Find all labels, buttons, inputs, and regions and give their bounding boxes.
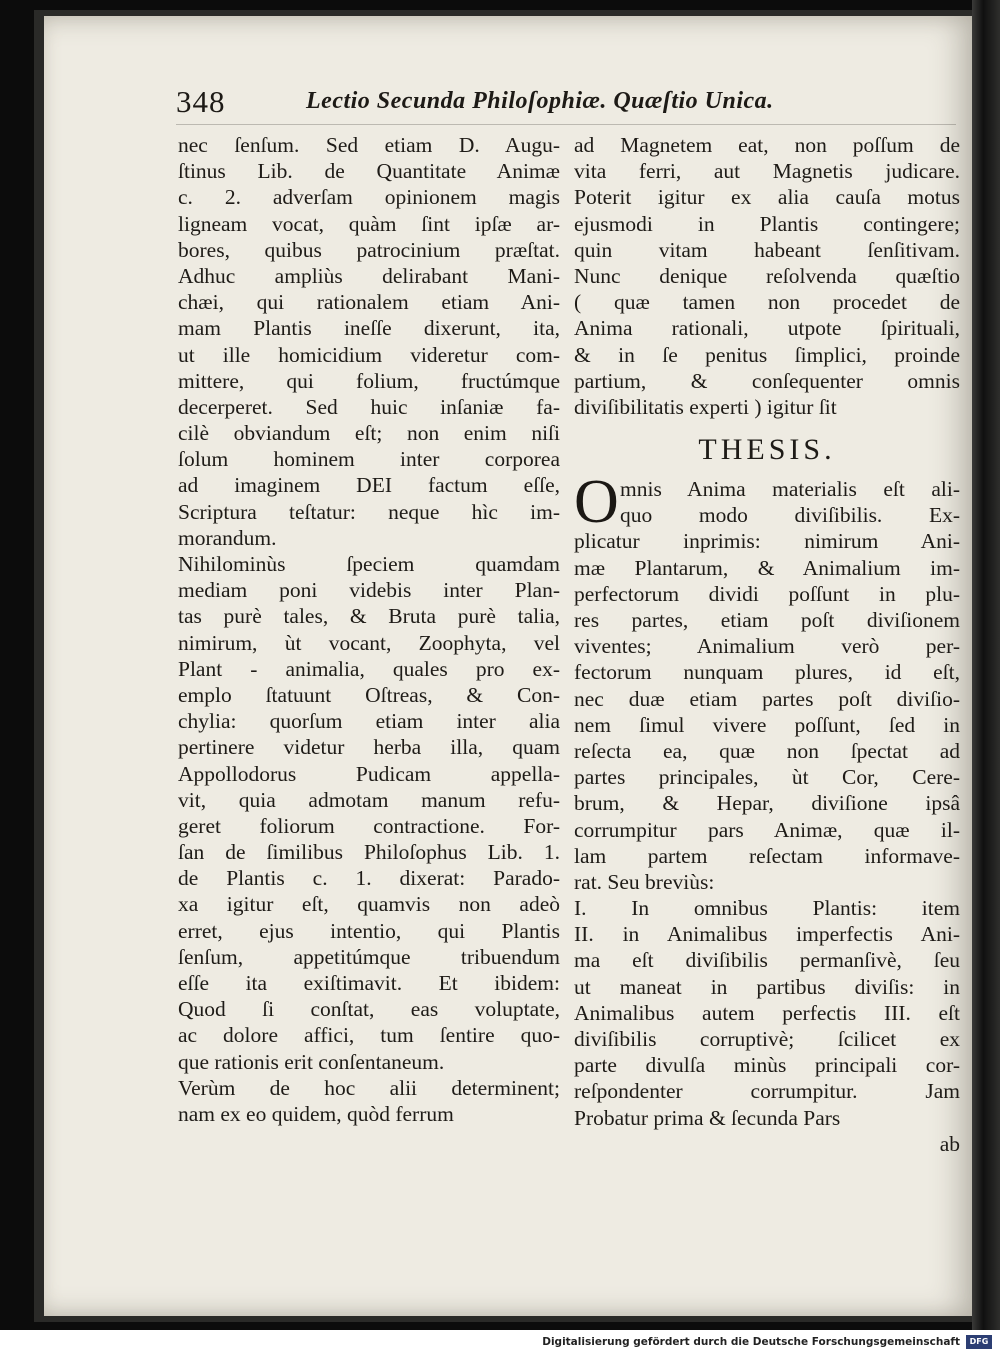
text-line: Nunc denique reſolvenda quæſtio	[574, 263, 960, 288]
text-line: bores, quibus patrocinium præſtat.	[178, 237, 560, 262]
text-line: c. 2. adverſam opinionem magis	[178, 185, 560, 210]
text-line: ma eſt diviſibilis permanſivè, ſeu	[574, 948, 960, 973]
text-line: I. In omnibus Plantis: item	[574, 896, 960, 921]
left-text-column	[178, 132, 560, 1127]
thesis-first-lines	[574, 468, 960, 537]
text-line: Animalibus autem perfectis III. eſt	[574, 1000, 960, 1025]
text-line: mæ Plantarum, & Animalium im-	[574, 555, 960, 580]
text-line: pertinere videtur herba illa, quam	[178, 735, 560, 760]
text-line: ejusmodi in Plantis contingere;	[574, 211, 960, 236]
text-line: ( quæ tamen non procedet de	[574, 290, 960, 315]
text-line: que rationis erit conſentaneum.	[178, 1049, 445, 1074]
text-line: ac dolore affici, tum ſentire quo-	[178, 1023, 560, 1048]
page-binding-edge	[972, 0, 1000, 1330]
drop-cap: O	[574, 468, 619, 537]
text-line: fectorum nunquam plures, id eſt,	[574, 660, 960, 685]
text-line: ad Magnetem eat, non poſſum de	[574, 133, 960, 157]
text-line: cilè obviandum eſt; non enim niſi	[178, 421, 560, 446]
text-line: quin vitam habeant ſenſitivam.	[574, 237, 960, 262]
text-line: II. in Animalibus imperfectis Ani-	[574, 922, 960, 947]
text-line: chylia: quorſum etiam inter alia	[178, 709, 560, 734]
header-rule	[176, 124, 956, 125]
text-line: Probatur prima & ſecunda Pars	[574, 1105, 841, 1130]
text-line: diviſibilitatis experti ) igitur ſit	[574, 394, 837, 419]
thesis-body	[574, 528, 960, 1130]
text-line: Plant - animalia, quales pro ex-	[178, 656, 560, 681]
text-line: reſecta ea, quæ non ſpectat ad	[574, 738, 960, 763]
text-line: ſan de ſimilibus Philoſophus Lib. 1.	[178, 840, 560, 865]
text-line: nam ex eo quidem, quòd ferrum	[178, 1101, 454, 1126]
thesis-opening	[574, 468, 960, 537]
text-line: Adhuc ampliùs delirabant Mani-	[178, 263, 560, 288]
catchword: ab	[939, 1131, 960, 1156]
text-line: morandum.	[178, 525, 277, 550]
text-line: ligneam vocat, quàm ſint ipſæ ar-	[178, 211, 560, 236]
text-line: viventes; Animalium verò per-	[574, 634, 960, 659]
text-line: mam Plantis ineſſe dixerunt, ita,	[178, 316, 560, 341]
text-line: ſenſum, appetitúmque tribuendum	[178, 944, 560, 969]
text-line: ut ille homicidium videretur com-	[178, 342, 560, 367]
right-text-column	[574, 132, 960, 1157]
text-line: ſolum hominem inter corporea	[178, 447, 560, 472]
text-line: erret, ejus intentio, qui Plantis	[178, 918, 560, 943]
right-column-intro	[574, 132, 960, 420]
text-line: mittere, qui folium, fructúmque	[178, 368, 560, 393]
text-line: eſſe ita exiſtimavit. Et ibidem:	[178, 971, 560, 995]
text-line: ſtinus Lib. de Quantitate Animæ	[178, 159, 560, 184]
footer-bar	[0, 1330, 1000, 1356]
text-line: nem ſimul vivere poſſunt, ſed in	[574, 712, 960, 737]
text-line: lam partem reſectam informave-	[574, 843, 960, 868]
text-line: vit, quia admotam manum refu-	[178, 787, 560, 812]
text-line: Quod ſi conſtat, eas voluptate,	[178, 997, 560, 1022]
text-line: brum, & Hepar, diviſione ipsâ	[574, 791, 960, 816]
text-line: nec ſenſum. Sed etiam D. Augu-	[178, 133, 560, 157]
text-line: Anima rationali, utpote ſpirituali,	[574, 316, 960, 341]
text-line: vita ferri, aut Magnetis judicare.	[574, 159, 960, 184]
text-line: corrumpitur pars Animæ, quæ il-	[574, 817, 960, 842]
page-number: 348	[176, 84, 226, 119]
running-head-title: Lectio Secunda Philoſophiæ. Quæſtio Unica.	[306, 88, 774, 114]
text-line: res partes, etiam poſt diviſionem	[574, 608, 960, 632]
text-line: parte divulſa minùs principali cor-	[574, 1053, 960, 1078]
text-line: emplo ſtatuunt Oſtreas, & Con-	[178, 682, 560, 707]
text-line: rat. Seu breviùs:	[574, 869, 715, 894]
text-line: xa igitur eſt, quamvis non adeò	[178, 892, 560, 917]
dfg-logo: DFG	[966, 1335, 992, 1349]
text-line: chæi, qui rationalem etiam Ani-	[178, 290, 560, 315]
running-head	[176, 84, 966, 124]
text-line: Appollodorus Pudicam appella-	[178, 761, 560, 786]
text-line: plicatur inprimis: nimirum Ani-	[574, 529, 960, 554]
text-line: ut maneat in partibus diviſis: in	[574, 974, 960, 999]
text-line: nec duæ etiam partes poſt diviſio-	[574, 686, 960, 711]
text-line: reſpondenter corrumpitur. Jam	[574, 1079, 960, 1104]
footer-credit: Digitalisierung gefördert durch die Deutsche Forschungsgemeinschaft	[542, 1336, 960, 1348]
text-line: partium, & conſequenter omnis	[574, 368, 960, 393]
text-line: quo modo diviſibilis. Ex-	[620, 503, 960, 528]
text-line: & in ſe penitus ſimplici, proinde	[574, 342, 960, 367]
text-line: nimirum, ùt vocant, Zoophyta, vel	[178, 630, 560, 655]
text-line: diviſibilis corruptivè; ſcilicet ex	[574, 1027, 960, 1051]
text-line: mediam poni videbis inter Plan-	[178, 578, 560, 603]
thesis-heading: THESIS.	[698, 433, 836, 467]
text-line: geret foliorum contractione. For-	[178, 813, 560, 838]
text-line: perfectorum dividi poſſunt in plu-	[574, 581, 960, 606]
text-line: mnis Anima materialis eſt ali-	[620, 477, 960, 502]
text-line: Poterit igitur ex alia cauſa motus	[574, 185, 960, 210]
text-line: partes principales, ùt Cor, Cere-	[574, 765, 960, 790]
text-line: Verùm de hoc alii determinent;	[178, 1075, 560, 1100]
text-line: de Plantis c. 1. dixerat: Parado-	[178, 866, 560, 891]
text-line: Scriptura teſtatur: neque hìc im-	[178, 499, 560, 524]
text-line: Nihilominùs ſpeciem quamdam	[178, 552, 560, 576]
text-line: ad imaginem DEI factum eſſe,	[178, 473, 560, 498]
text-line: tas purè tales, & Bruta purè talia,	[178, 604, 560, 629]
text-line: decerperet. Sed huic inſaniæ fa-	[178, 394, 560, 419]
